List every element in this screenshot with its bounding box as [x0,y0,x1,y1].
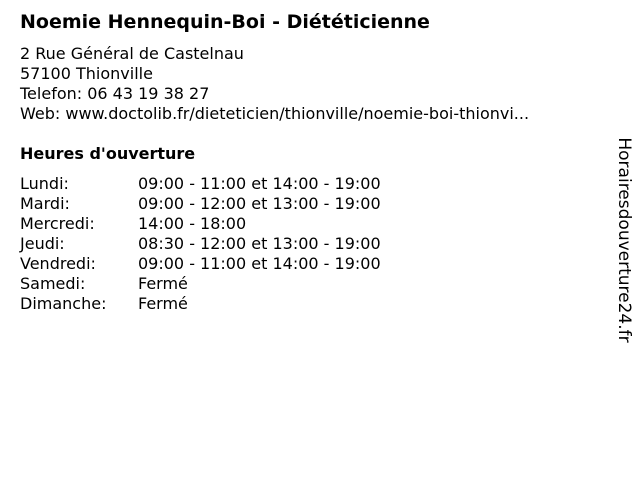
hours-day-label: Lundi: [20,174,69,193]
phone-number: Telefon: 06 43 19 38 27 [20,84,210,103]
business-title: Noemie Hennequin-Boi - Diététicienne [20,11,430,33]
hours-row-jeudi [20,234,381,254]
hours-time-value: Fermé [138,294,188,313]
hours-time-value: 09:00 - 11:00 et 14:00 - 19:00 [138,254,381,273]
opening-hours-table [20,174,381,314]
hours-day-label: Samedi: [20,274,86,293]
hours-row-mardi [20,194,381,214]
hours-day-label: Dimanche: [20,294,107,313]
hours-day-label: Jeudi: [20,234,65,253]
hours-time-value: 08:30 - 12:00 et 13:00 - 19:00 [138,234,381,253]
hours-day-label: Mercredi: [20,214,95,233]
address-city: 57100 Thionville [20,64,153,83]
contact-block [20,44,529,124]
website-link[interactable]: Web: www.doctolib.fr/dieteticien/thionville/noemie-boi-thionvi... [20,104,530,123]
hours-time-value: Fermé [138,274,188,293]
site-brand-vertical[interactable]: Horairesdouverture24.fr [614,137,634,343]
address-street: 2 Rue Général de Castelnau [20,44,244,63]
hours-row-vendredi [20,254,381,274]
hours-row-lundi [20,174,381,194]
hours-row-dimanche [20,294,381,314]
hours-row-mercredi [20,214,381,234]
hours-day-label: Vendredi: [20,254,96,273]
hours-row-samedi [20,274,381,294]
hours-time-value: 09:00 - 12:00 et 13:00 - 19:00 [138,194,381,213]
hours-time-value: 09:00 - 11:00 et 14:00 - 19:00 [138,174,381,193]
opening-hours-heading: Heures d'ouverture [20,144,196,163]
hours-day-label: Mardi: [20,194,70,213]
hours-time-value: 14:00 - 18:00 [138,214,247,233]
